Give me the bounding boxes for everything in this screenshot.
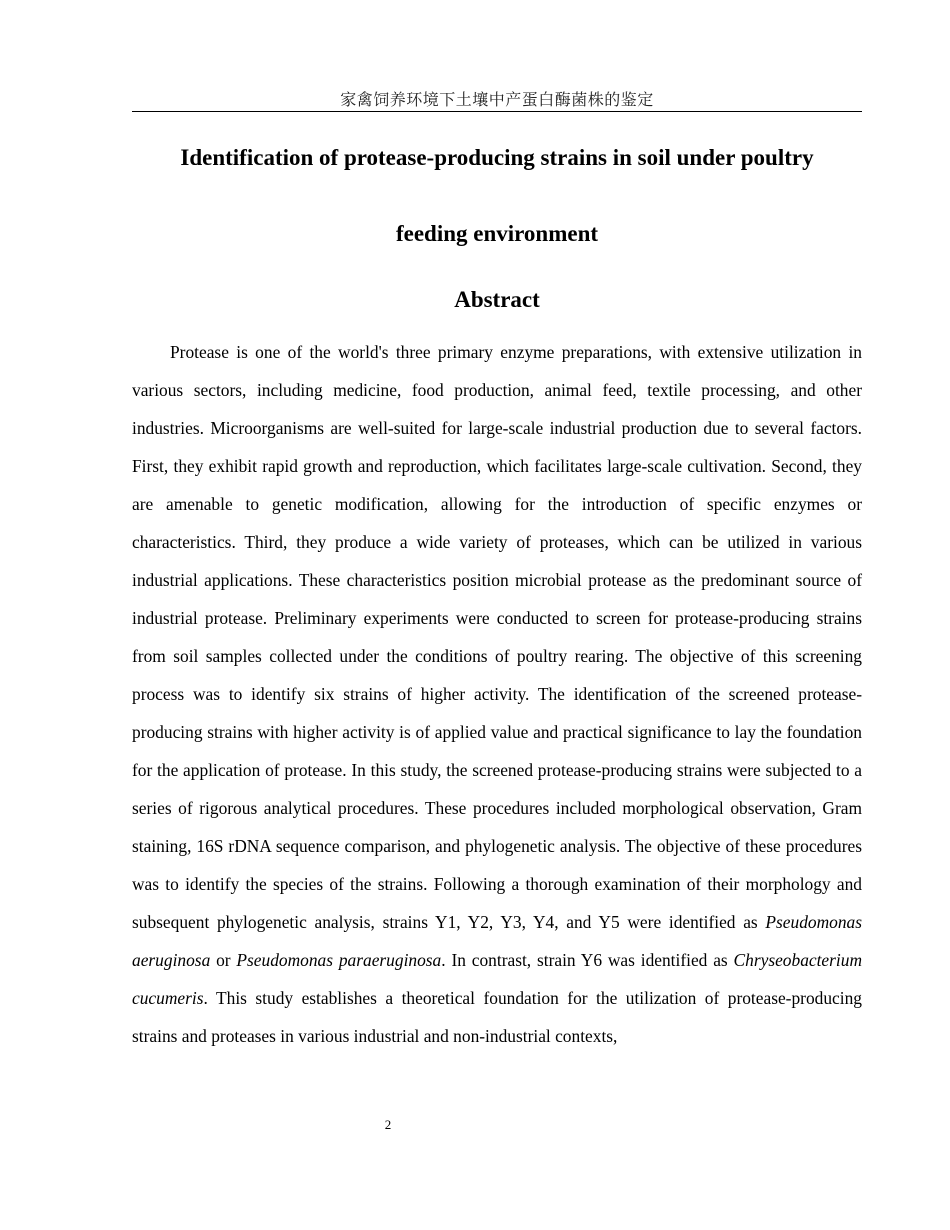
paper-title-line-1: Identification of protease-producing strains in soil under poultry: [180, 145, 814, 170]
abstract-text-1: Protease is one of the world's three primary enzyme preparations, with extensive utilization in various sectors, including medicine, food production, animal feed, textile processing, and other industries. Microorganisms are well-suited for large-scale industrial production due to several factors. First, they exhibit rapid growth and reproduction, which facilitates large-scale cultivation. Second, they are amenable to genetic modification, allowing for the introduction of specific enzymes or characteristics. Third, they produce a wide variety of proteases, which can be utilized in various industrial applications. These characteristics position microbial protease as the predominant source of industrial protease. Preliminary experiments were conducted to screen for protease-producing strains from soil samples collected under the conditions of poultry rearing. The objective of this screening process was to identify six strains of higher activity. The identification of the screened protease-producing strains with higher activity is of applied value and practical significance to lay the foundation for the application of protease. In this study, the screened protease-producing strains were subjected to a series of rigorous analytical procedures. These procedures included morphological observation, Gram staining, 16S rDNA sequence comparison, and phylogenetic analysis. The objective of these procedures was to identify the species of the strains. Following a thorough examination of their morphology and subsequent phylogenetic analysis, strains Y1, Y2, Y3, Y4, and Y5 were identified as: [132, 342, 862, 932]
species-name-1: Pseudomonas aeruginosa: [132, 912, 862, 970]
abstract-text-3: . In contrast, strain Y6 was identified as: [441, 950, 734, 970]
running-header-title: 家禽饲养环境下土壤中产蛋白酶菌株的鉴定: [340, 90, 654, 109]
abstract-heading: Abstract: [454, 287, 540, 312]
page-number: 2: [384, 1117, 392, 1132]
species-name-3: Chryseobacterium cucumeris: [132, 950, 863, 1008]
running-header: [132, 89, 862, 112]
abstract-text-2: or: [210, 950, 237, 970]
species-name-2: Pseudomonas paraeruginosa: [236, 950, 442, 970]
paper-title-line-2: feeding environment: [395, 221, 599, 246]
paper-title: [132, 139, 862, 253]
abstract-text-4: . This study establishes a theoretical foundation for the utilization of protease-producing strains and proteases in various industrial and non-industrial contexts,: [132, 988, 862, 1046]
abstract-body: [132, 333, 862, 1055]
